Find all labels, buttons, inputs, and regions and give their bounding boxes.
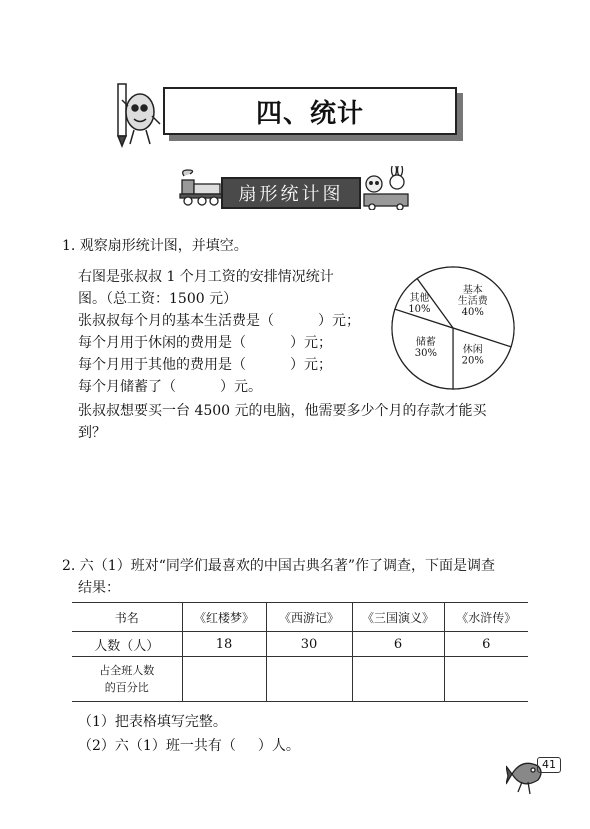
q1-fill-other: 每个月用于其他的费用是（ ）元；	[78, 357, 332, 373]
q1-intro-line2: 图。（总工资：1500 元）	[78, 291, 238, 307]
pie-slice-value-label: 30%	[414, 348, 437, 360]
pie-slice-label: 储蓄	[415, 337, 436, 349]
table-cell: 《西游记》	[266, 603, 352, 632]
pie-slice-label: 生活费	[457, 295, 488, 307]
pie-slice-value-label: 10%	[408, 304, 431, 316]
answer-cell[interactable]	[444, 657, 528, 702]
pie-slice-value-label: 20%	[461, 355, 484, 367]
section-title: 扇形统计图	[238, 184, 344, 205]
table-row	[72, 632, 528, 657]
table-cell: 18	[182, 632, 266, 657]
q1-question-line1: 张叔叔想要买一台 4500 元的电脑，他需要多少个月的存款才能买	[78, 403, 487, 419]
table-cell-percentage-header: 占全班人数 的百分比	[72, 657, 182, 702]
chapter-title-banner	[163, 87, 457, 135]
train-icon	[176, 168, 224, 208]
children-rabbit-icon	[360, 166, 412, 210]
table-cell: 《水浒传》	[444, 603, 528, 632]
q1-intro-line1: 右图是张叔叔 1 个月工资的安排情况统计	[78, 269, 334, 285]
q1-heading: 1. 观察扇形统计图，并填空。	[62, 238, 248, 254]
pie-slice-label: 基本	[462, 284, 483, 296]
q1-fill-savings: 每个月储蓄了（ ）元。	[78, 379, 262, 395]
q2-heading-line1: 2. 六（1）班对“同学们最喜欢的中国古典名著”作了调查，下面是调查	[62, 558, 496, 574]
pencil-mascot-icon	[108, 78, 166, 152]
table-cell: 《红楼梦》	[182, 603, 266, 632]
q2-sub2: （2）六（1）班一共有（ ）人。	[78, 738, 300, 754]
q1-fill-basic-living: 张叔叔每个月的基本生活费是（ ）元；	[78, 313, 360, 329]
table-cell: 30	[266, 632, 352, 657]
table-cell: 《三国演义》	[352, 603, 444, 632]
table-cell: 人数（人）	[72, 632, 182, 657]
q2-heading-line2: 结果：	[78, 580, 120, 596]
survey-table	[72, 602, 528, 702]
table-row	[72, 603, 528, 632]
q2-sub1: （1）把表格填写完整。	[78, 714, 227, 730]
pie-slice-label: 休闲	[462, 344, 483, 356]
table-cell: 书名	[72, 603, 182, 632]
q1-fill-leisure: 每个月用于休闲的费用是（ ）元；	[78, 335, 332, 351]
salary-pie-chart	[388, 263, 518, 393]
pie-slice-value-label: 40%	[461, 306, 484, 318]
pie-slice-label: 其他	[409, 293, 430, 305]
answer-cell[interactable]	[182, 657, 266, 702]
table-cell: 6	[352, 632, 444, 657]
chapter-title: 四、统计	[255, 98, 364, 129]
table-row	[72, 657, 528, 702]
q1-question-line2: 到？	[78, 425, 106, 441]
answer-cell[interactable]	[352, 657, 444, 702]
answer-cell[interactable]	[266, 657, 352, 702]
page-number: 41	[537, 757, 561, 773]
section-title-banner	[221, 177, 361, 209]
table-cell: 6	[444, 632, 528, 657]
